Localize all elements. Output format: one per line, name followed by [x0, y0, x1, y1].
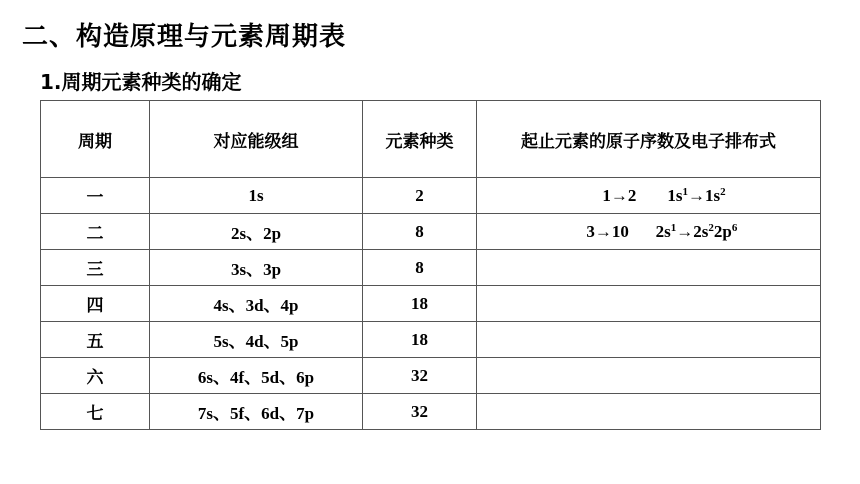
page-title: 二、构造原理与元素周期表: [22, 22, 347, 52]
table-row: [41, 286, 821, 322]
orbital-text: 1s: [667, 185, 683, 205]
header-element-count: 元素种类: [363, 101, 477, 178]
period-cell: 六: [41, 358, 150, 394]
orbital-text: →2s: [676, 221, 709, 241]
table-header-row: [41, 101, 821, 178]
electron-configuration: [667, 186, 725, 205]
energy-level-groups-cell: 1s: [150, 178, 363, 214]
section-subtitle: 1.周期元素种类的确定: [40, 70, 242, 94]
element-count-cell: 32: [363, 358, 477, 394]
electron-count-superscript: 1: [682, 185, 688, 198]
element-count-cell: 18: [363, 286, 477, 322]
period-cell: 七: [41, 394, 150, 430]
energy-level-groups-cell: 2s、2p: [150, 214, 363, 250]
electron-configuration: [656, 222, 738, 241]
table-row: [41, 250, 821, 286]
header-period: 周期: [41, 101, 150, 178]
orbital-text: 2s: [655, 221, 671, 241]
period-cell: 五: [41, 322, 150, 358]
element-count-cell: 32: [363, 394, 477, 430]
period-cell: 四: [41, 286, 150, 322]
energy-level-groups-cell: 6s、4f、5d、6p: [150, 358, 363, 394]
electron-count-superscript: 2: [708, 221, 714, 234]
period-cell: 二: [41, 214, 150, 250]
table-row: [41, 178, 821, 214]
electron-configuration-cell: [477, 358, 821, 394]
header-energy-level-groups: 对应能级组: [150, 101, 363, 178]
period-cell: 三: [41, 250, 150, 286]
electron-configuration-cell: [477, 250, 821, 286]
table-row: [41, 214, 821, 250]
period-table: [40, 100, 821, 430]
electron-configuration-cell: [477, 178, 821, 214]
energy-level-groups-cell: 4s、3d、4p: [150, 286, 363, 322]
table-row: [41, 394, 821, 430]
element-count-cell: 8: [363, 214, 477, 250]
element-count-cell: 2: [363, 178, 477, 214]
electron-configuration-cell: [477, 394, 821, 430]
energy-level-groups-cell: 5s、4d、5p: [150, 322, 363, 358]
orbital-text: →1s: [688, 185, 721, 205]
element-count-cell: 18: [363, 322, 477, 358]
electron-count-superscript: 2: [720, 185, 726, 198]
element-count-cell: 8: [363, 250, 477, 286]
electron-count-superscript: 1: [670, 221, 677, 234]
table-row: [41, 358, 821, 394]
energy-level-groups-cell: 3s、3p: [150, 250, 363, 286]
electron-count-superscript: 6: [731, 221, 738, 234]
atomic-number-range: 1→2: [602, 185, 637, 205]
header-electron-configuration: 起止元素的原子序数及电子排布式: [477, 101, 821, 178]
electron-configuration-cell: [477, 214, 821, 250]
table-row: [41, 322, 821, 358]
orbital-text: 2p: [713, 221, 732, 241]
atomic-number-range: 3→10: [586, 221, 629, 241]
electron-configuration-cell: [477, 286, 821, 322]
period-cell: 一: [41, 178, 150, 214]
energy-level-groups-cell: 7s、5f、6d、7p: [150, 394, 363, 430]
electron-configuration-cell: [477, 322, 821, 358]
